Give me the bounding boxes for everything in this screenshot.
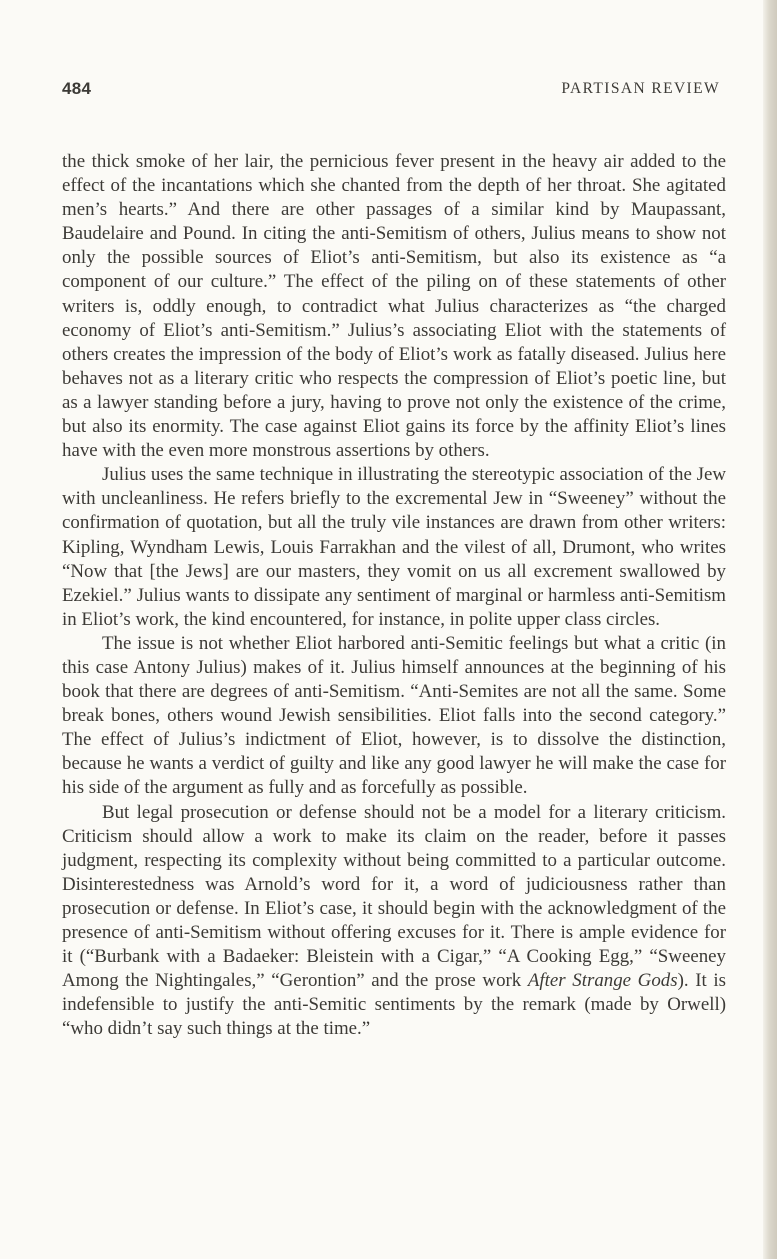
- paragraph-4: [62, 801, 726, 1042]
- running-head: PARTISAN REVIEW: [561, 80, 720, 97]
- paragraph-4-text-start: But legal prosecution or defense should not be a model for a literary criticism. Criticism should allow a work to make its claim on the reader, before it passes judgment, respecting its complexity without being committed to a particular outcome. Disinterestedness was Arnold’s word for it, a word of judiciousness rather than prosecution or defense. In Eliot’s case, it should begin with the acknowledgment of the presence of anti-Semitism without offering excuses for it. There is ample evidence for it (“Burbank with a Badaeker: Bleistein with a Cigar,” “A Cooking Egg,” “Sweeney Among the Nightingales,” “Gerontion” and the prose work: [62, 801, 726, 992]
- paragraph-4-text-end: ). It is indefensible to justify the anti-Semitic sentiments by the remark (made by Orwell) “who didn’t say such things at the time.”: [62, 970, 726, 1040]
- page-gutter-shadow: [763, 0, 777, 1259]
- book-title-after-strange-gods: After Strange Gods: [527, 970, 678, 992]
- body-text: [62, 150, 726, 1041]
- paragraph-3: The issue is not whether Eliot harbored anti-Semitic feelings but what a critic (in this case Antony Julius) makes of it. Julius himself announces at the beginning of his book that there are degrees of anti-Semitism. “Anti-Semites are not all the same. Some break bones, others wound Jewish sensibilities. Eliot falls into the second category.” The effect of Julius’s indictment of Eliot, however, is to dissolve the distinction, because he wants a verdict of guilty and like any good lawyer he will make the case for his side of the argument as fully and as forcefully as possible.: [62, 632, 726, 799]
- paragraph-2: Julius uses the same technique in illustrating the stereotypic association of the Jew with uncleanliness. He refers briefly to the excremental Jew in “Sweeney” without the confirmation of quotation, but all the truly vile instances are drawn from other writers: Kipling, Wyndham Lewis, Louis Farrakhan and the vilest of all, Drumont, who writes “Now that [the Jews] are our masters, they vomit on us all excrement swallowed by Ezekiel.” Julius wants to dissipate any sentiment of marginal or harmless anti-Semitism in Eliot’s work, the kind encountered, for instance, in polite upper class circles.: [62, 464, 726, 630]
- page-number: 484: [62, 79, 92, 98]
- paragraph-1: the thick smoke of her lair, the pernicious fever present in the heavy air added to the effect of the incantations which she chanted from the depth of her throat. She agitated men’s hearts.” And there are other passages of a similar kind by Maupassant, Baudelaire and Pound. In citing the anti-Semitism of others, Julius means to show not only the possible sources of Eliot’s anti-Semitism, but also its existence as “a component of our culture.” The effect of the piling on of these statements of other writers is, oddly enough, to contradict what Julius characterizes as “the charged economy of Eliot’s anti-Semitism.” Julius’s associating Eliot with the statements of others creates the impression of the body of Eliot’s work as fatally diseased. Julius here behaves not as a literary critic who respects the compression of Eliot’s poetic line, but as a lawyer standing before a jury, having to prove not only the existence of the crime, but also its enormity. The case against Eliot gains its force by the affinity Eliot’s lines have with the even more monstrous assertions by others.: [62, 151, 726, 462]
- page-header: [62, 79, 720, 101]
